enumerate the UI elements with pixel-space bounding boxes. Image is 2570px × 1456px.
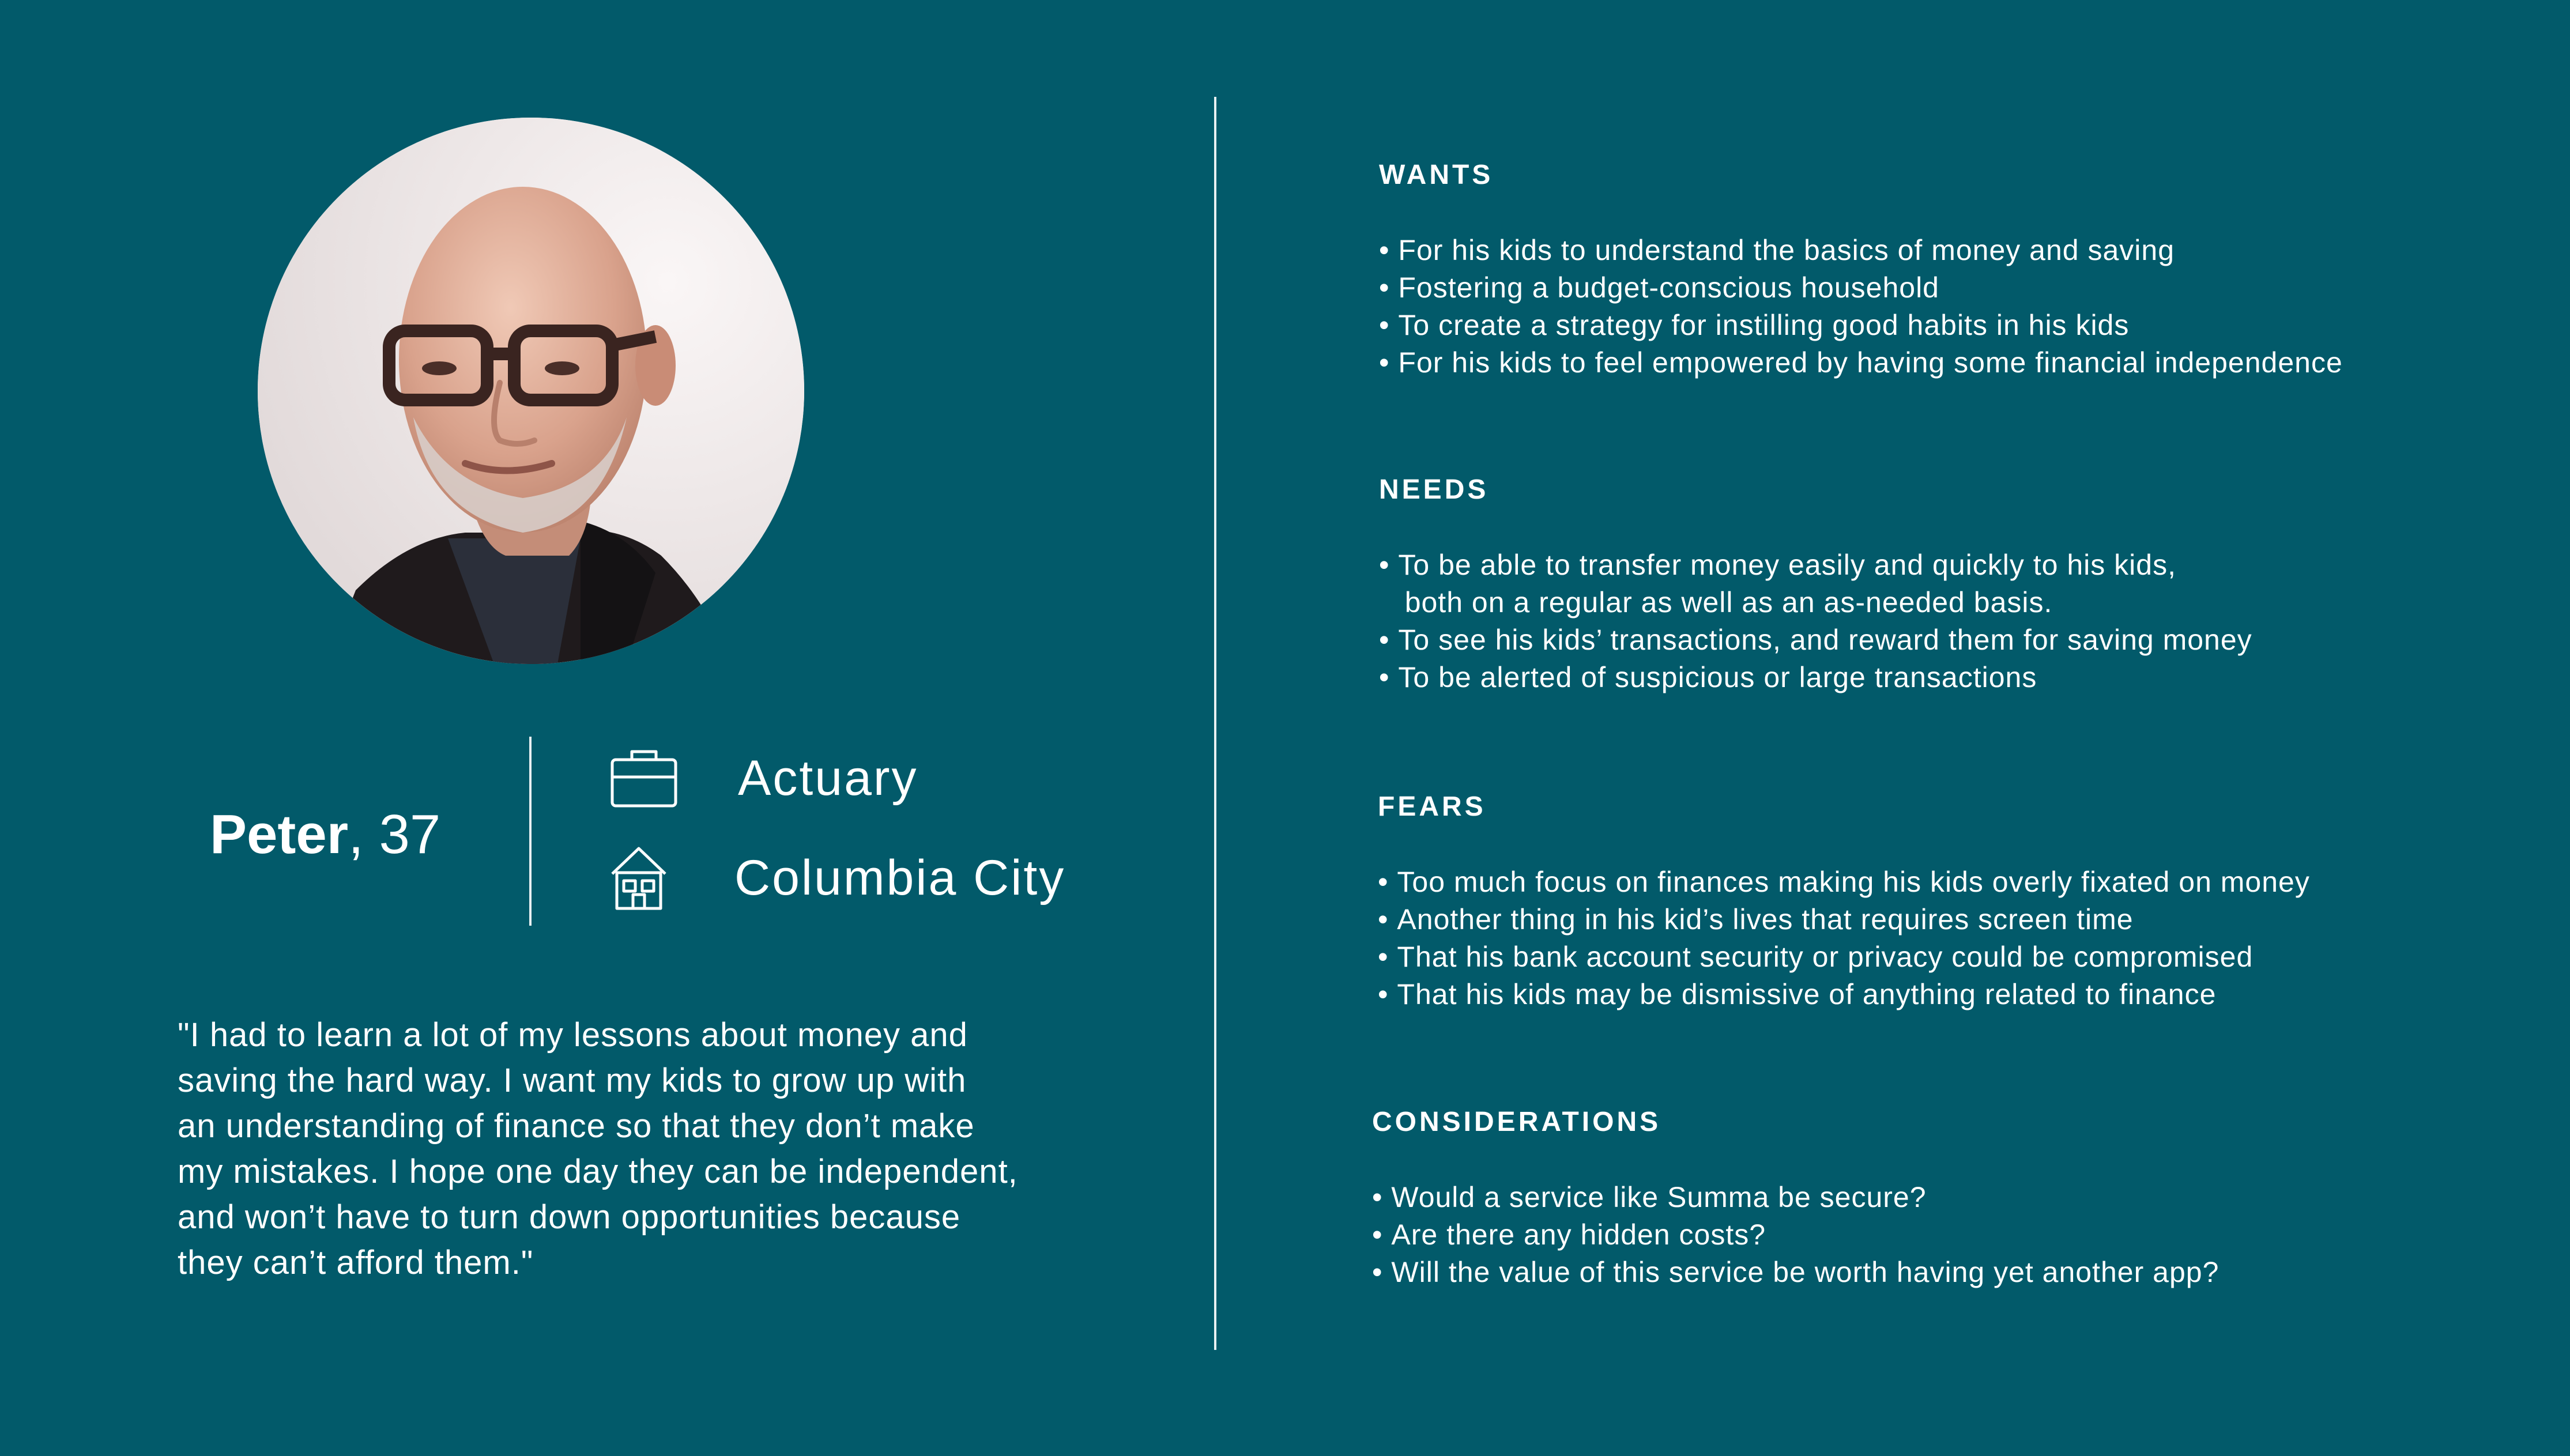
list-item: • For his kids to feel empowered by having some financial independence <box>1379 344 2343 382</box>
list-item: • To see his kids’ transactions, and reward them for saving money <box>1379 621 2252 659</box>
list-item: • That his bank account security or privacy could be compromised <box>1378 938 2310 976</box>
quote-line: my mistakes. I hope one day they can be independent, <box>178 1153 1018 1190</box>
persona-quote <box>178 1012 1111 1285</box>
list-item: • Are there any hidden costs? <box>1372 1216 2219 1254</box>
list-item: • Would a service like Summa be secure? <box>1372 1179 2219 1216</box>
quote-line: saving the hard way. I want my kids to grow up with <box>178 1062 967 1099</box>
persona-first-name: Peter <box>210 804 349 865</box>
center-divider <box>1214 97 1216 1350</box>
considerations-heading: CONSIDERATIONS <box>1372 1107 1661 1137</box>
fears-section <box>1378 790 2310 1013</box>
list-item: • To be alerted of suspicious or large transactions <box>1379 659 2252 696</box>
location-row <box>610 846 1065 910</box>
quote-line: an understanding of finance so that they don’t make <box>178 1107 975 1145</box>
needs-list <box>1379 546 2252 696</box>
list-item: • To create a strategy for instilling good habits in his kids <box>1379 307 2343 344</box>
considerations-section <box>1372 1105 2219 1291</box>
location-label: Columbia City <box>734 850 1066 906</box>
needs-section <box>1379 473 2252 696</box>
house-icon <box>610 846 679 910</box>
quote-line: they can’t afford them." <box>178 1244 534 1281</box>
fears-list <box>1378 863 2310 1013</box>
list-item: • That his kids may be dismissive of anything related to finance <box>1378 976 2310 1013</box>
list-item: • Fostering a budget-conscious household <box>1379 269 2343 307</box>
list-item: • To be able to transfer money easily and quickly to his kids, <box>1379 546 2252 584</box>
considerations-list <box>1372 1179 2219 1291</box>
quote-line: "I had to learn a lot of my lessons about money and <box>178 1016 968 1054</box>
occupation-label: Actuary <box>738 750 918 806</box>
persona-name <box>210 800 440 869</box>
briefcase-icon <box>610 746 679 810</box>
list-item: • For his kids to understand the basics of money and saving <box>1379 232 2343 269</box>
list-item: • Will the value of this service be worth having yet another app? <box>1372 1254 2219 1291</box>
occupation-row <box>610 746 918 810</box>
wants-section <box>1379 158 2343 382</box>
wants-heading: WANTS <box>1379 160 1494 190</box>
quote-line: and won’t have to turn down opportunities because <box>178 1198 961 1236</box>
wants-list <box>1379 232 2343 382</box>
needs-heading: NEEDS <box>1379 474 1489 505</box>
list-item: • Too much focus on finances making his kids overly fixated on money <box>1378 863 2310 901</box>
list-item-continuation: both on a regular as well as an as-needed basis. <box>1404 586 2053 618</box>
persona-age: , 37 <box>348 804 441 865</box>
persona-photo <box>258 118 804 664</box>
fears-heading: FEARS <box>1378 791 1486 822</box>
list-item: • Another thing in his kid’s lives that requires screen time <box>1378 901 2310 938</box>
name-divider <box>529 737 532 926</box>
